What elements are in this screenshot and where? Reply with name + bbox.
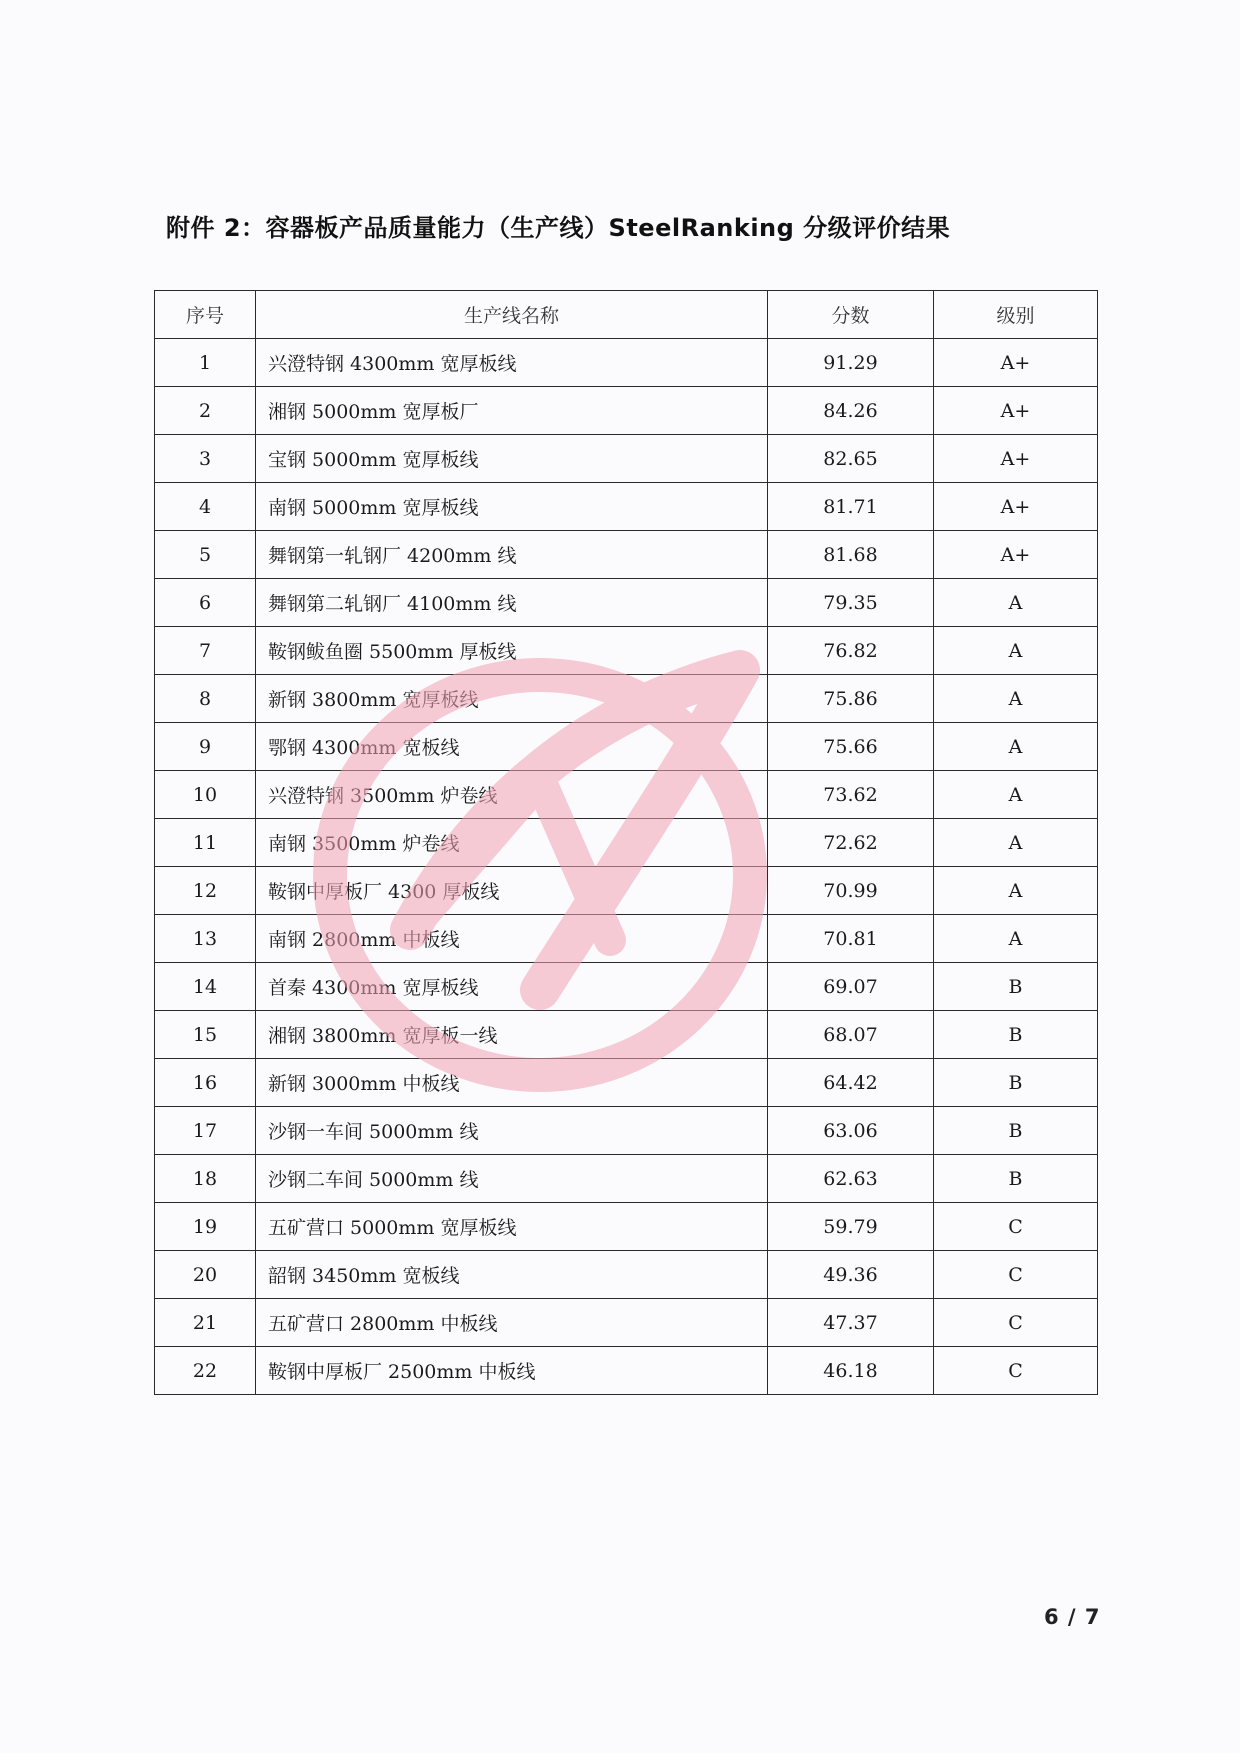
table-row xyxy=(155,963,1098,1011)
cell-grade: B xyxy=(934,1059,1098,1107)
table-row xyxy=(155,339,1098,387)
cell-line-name: 沙钢二车间 5000mm 线 xyxy=(256,1155,768,1203)
table-row xyxy=(155,1059,1098,1107)
cell-index: 9 xyxy=(155,723,256,771)
page-title: 附件 2：容器板产品质量能力（生产线）SteelRanking 分级评价结果 xyxy=(166,214,951,242)
cell-index: 8 xyxy=(155,675,256,723)
header-index: 序号 xyxy=(155,291,256,339)
cell-index: 5 xyxy=(155,531,256,579)
cell-score: 91.29 xyxy=(768,339,934,387)
cell-index: 6 xyxy=(155,579,256,627)
cell-score: 59.79 xyxy=(768,1203,934,1251)
table-row xyxy=(155,675,1098,723)
table-body xyxy=(155,339,1098,1395)
cell-index: 11 xyxy=(155,819,256,867)
cell-index: 21 xyxy=(155,1299,256,1347)
header-score: 分数 xyxy=(768,291,934,339)
cell-index: 3 xyxy=(155,435,256,483)
cell-grade: C xyxy=(934,1347,1098,1395)
cell-grade: C xyxy=(934,1299,1098,1347)
cell-score: 46.18 xyxy=(768,1347,934,1395)
cell-line-name: 南钢 3500mm 炉卷线 xyxy=(256,819,768,867)
cell-grade: A xyxy=(934,867,1098,915)
cell-line-name: 五矿营口 2800mm 中板线 xyxy=(256,1299,768,1347)
cell-line-name: 宝钢 5000mm 宽厚板线 xyxy=(256,435,768,483)
cell-score: 73.62 xyxy=(768,771,934,819)
cell-index: 13 xyxy=(155,915,256,963)
cell-grade: A+ xyxy=(934,483,1098,531)
table-row xyxy=(155,1011,1098,1059)
cell-grade: A+ xyxy=(934,339,1098,387)
table-row xyxy=(155,435,1098,483)
cell-index: 15 xyxy=(155,1011,256,1059)
table-row xyxy=(155,1251,1098,1299)
cell-line-name: 湘钢 5000mm 宽厚板厂 xyxy=(256,387,768,435)
cell-index: 1 xyxy=(155,339,256,387)
cell-line-name: 鄂钢 4300mm 宽板线 xyxy=(256,723,768,771)
cell-score: 68.07 xyxy=(768,1011,934,1059)
results-table-container xyxy=(154,290,1097,1395)
cell-grade: A+ xyxy=(934,531,1098,579)
cell-score: 82.65 xyxy=(768,435,934,483)
cell-score: 63.06 xyxy=(768,1107,934,1155)
cell-score: 70.99 xyxy=(768,867,934,915)
cell-score: 81.68 xyxy=(768,531,934,579)
cell-index: 14 xyxy=(155,963,256,1011)
cell-index: 18 xyxy=(155,1155,256,1203)
cell-grade: C xyxy=(934,1251,1098,1299)
table-header-row xyxy=(155,291,1098,339)
cell-grade: A xyxy=(934,771,1098,819)
cell-line-name: 南钢 2800mm 中板线 xyxy=(256,915,768,963)
table-row xyxy=(155,531,1098,579)
cell-grade: A xyxy=(934,627,1098,675)
table-row xyxy=(155,483,1098,531)
table-row xyxy=(155,1155,1098,1203)
cell-line-name: 新钢 3800mm 宽厚板线 xyxy=(256,675,768,723)
cell-grade: A xyxy=(934,723,1098,771)
cell-line-name: 鞍钢中厚板厂 4300 厚板线 xyxy=(256,867,768,915)
cell-line-name: 舞钢第一轧钢厂 4200mm 线 xyxy=(256,531,768,579)
table-row xyxy=(155,1347,1098,1395)
cell-line-name: 沙钢一车间 5000mm 线 xyxy=(256,1107,768,1155)
cell-grade: B xyxy=(934,1155,1098,1203)
cell-score: 72.62 xyxy=(768,819,934,867)
cell-score: 76.82 xyxy=(768,627,934,675)
cell-index: 4 xyxy=(155,483,256,531)
cell-line-name: 湘钢 3800mm 宽厚板一线 xyxy=(256,1011,768,1059)
cell-score: 70.81 xyxy=(768,915,934,963)
cell-index: 12 xyxy=(155,867,256,915)
cell-grade: C xyxy=(934,1203,1098,1251)
cell-line-name: 南钢 5000mm 宽厚板线 xyxy=(256,483,768,531)
table-row xyxy=(155,819,1098,867)
cell-grade: A xyxy=(934,819,1098,867)
cell-grade: A xyxy=(934,675,1098,723)
cell-score: 47.37 xyxy=(768,1299,934,1347)
cell-grade: B xyxy=(934,963,1098,1011)
table-row xyxy=(155,1299,1098,1347)
cell-score: 84.26 xyxy=(768,387,934,435)
table-row xyxy=(155,1107,1098,1155)
cell-line-name: 兴澄特钢 4300mm 宽厚板线 xyxy=(256,339,768,387)
cell-line-name: 鞍钢中厚板厂 2500mm 中板线 xyxy=(256,1347,768,1395)
cell-index: 16 xyxy=(155,1059,256,1107)
cell-index: 19 xyxy=(155,1203,256,1251)
cell-grade: B xyxy=(934,1107,1098,1155)
cell-grade: A+ xyxy=(934,435,1098,483)
cell-line-name: 鞍钢鲅鱼圈 5500mm 厚板线 xyxy=(256,627,768,675)
cell-score: 75.66 xyxy=(768,723,934,771)
cell-line-name: 舞钢第二轧钢厂 4100mm 线 xyxy=(256,579,768,627)
cell-line-name: 首秦 4300mm 宽厚板线 xyxy=(256,963,768,1011)
cell-index: 17 xyxy=(155,1107,256,1155)
cell-grade: B xyxy=(934,1011,1098,1059)
cell-grade: A xyxy=(934,579,1098,627)
table-row xyxy=(155,387,1098,435)
table-row xyxy=(155,627,1098,675)
table-row xyxy=(155,771,1098,819)
cell-index: 2 xyxy=(155,387,256,435)
cell-score: 69.07 xyxy=(768,963,934,1011)
header-grade: 级别 xyxy=(934,291,1098,339)
cell-grade: A+ xyxy=(934,387,1098,435)
cell-score: 49.36 xyxy=(768,1251,934,1299)
table-row xyxy=(155,1203,1098,1251)
cell-line-name: 五矿营口 5000mm 宽厚板线 xyxy=(256,1203,768,1251)
table-row xyxy=(155,579,1098,627)
cell-index: 20 xyxy=(155,1251,256,1299)
cell-line-name: 新钢 3000mm 中板线 xyxy=(256,1059,768,1107)
cell-grade: A xyxy=(934,915,1098,963)
cell-line-name: 韶钢 3450mm 宽板线 xyxy=(256,1251,768,1299)
header-line-name: 生产线名称 xyxy=(256,291,768,339)
table-row xyxy=(155,723,1098,771)
cell-index: 10 xyxy=(155,771,256,819)
page-number: 6 / 7 xyxy=(1044,1605,1101,1629)
cell-score: 62.63 xyxy=(768,1155,934,1203)
table-row xyxy=(155,867,1098,915)
cell-score: 81.71 xyxy=(768,483,934,531)
cell-score: 64.42 xyxy=(768,1059,934,1107)
table-row xyxy=(155,915,1098,963)
results-table xyxy=(154,290,1098,1395)
cell-line-name: 兴澄特钢 3500mm 炉卷线 xyxy=(256,771,768,819)
cell-index: 7 xyxy=(155,627,256,675)
cell-score: 75.86 xyxy=(768,675,934,723)
cell-index: 22 xyxy=(155,1347,256,1395)
cell-score: 79.35 xyxy=(768,579,934,627)
